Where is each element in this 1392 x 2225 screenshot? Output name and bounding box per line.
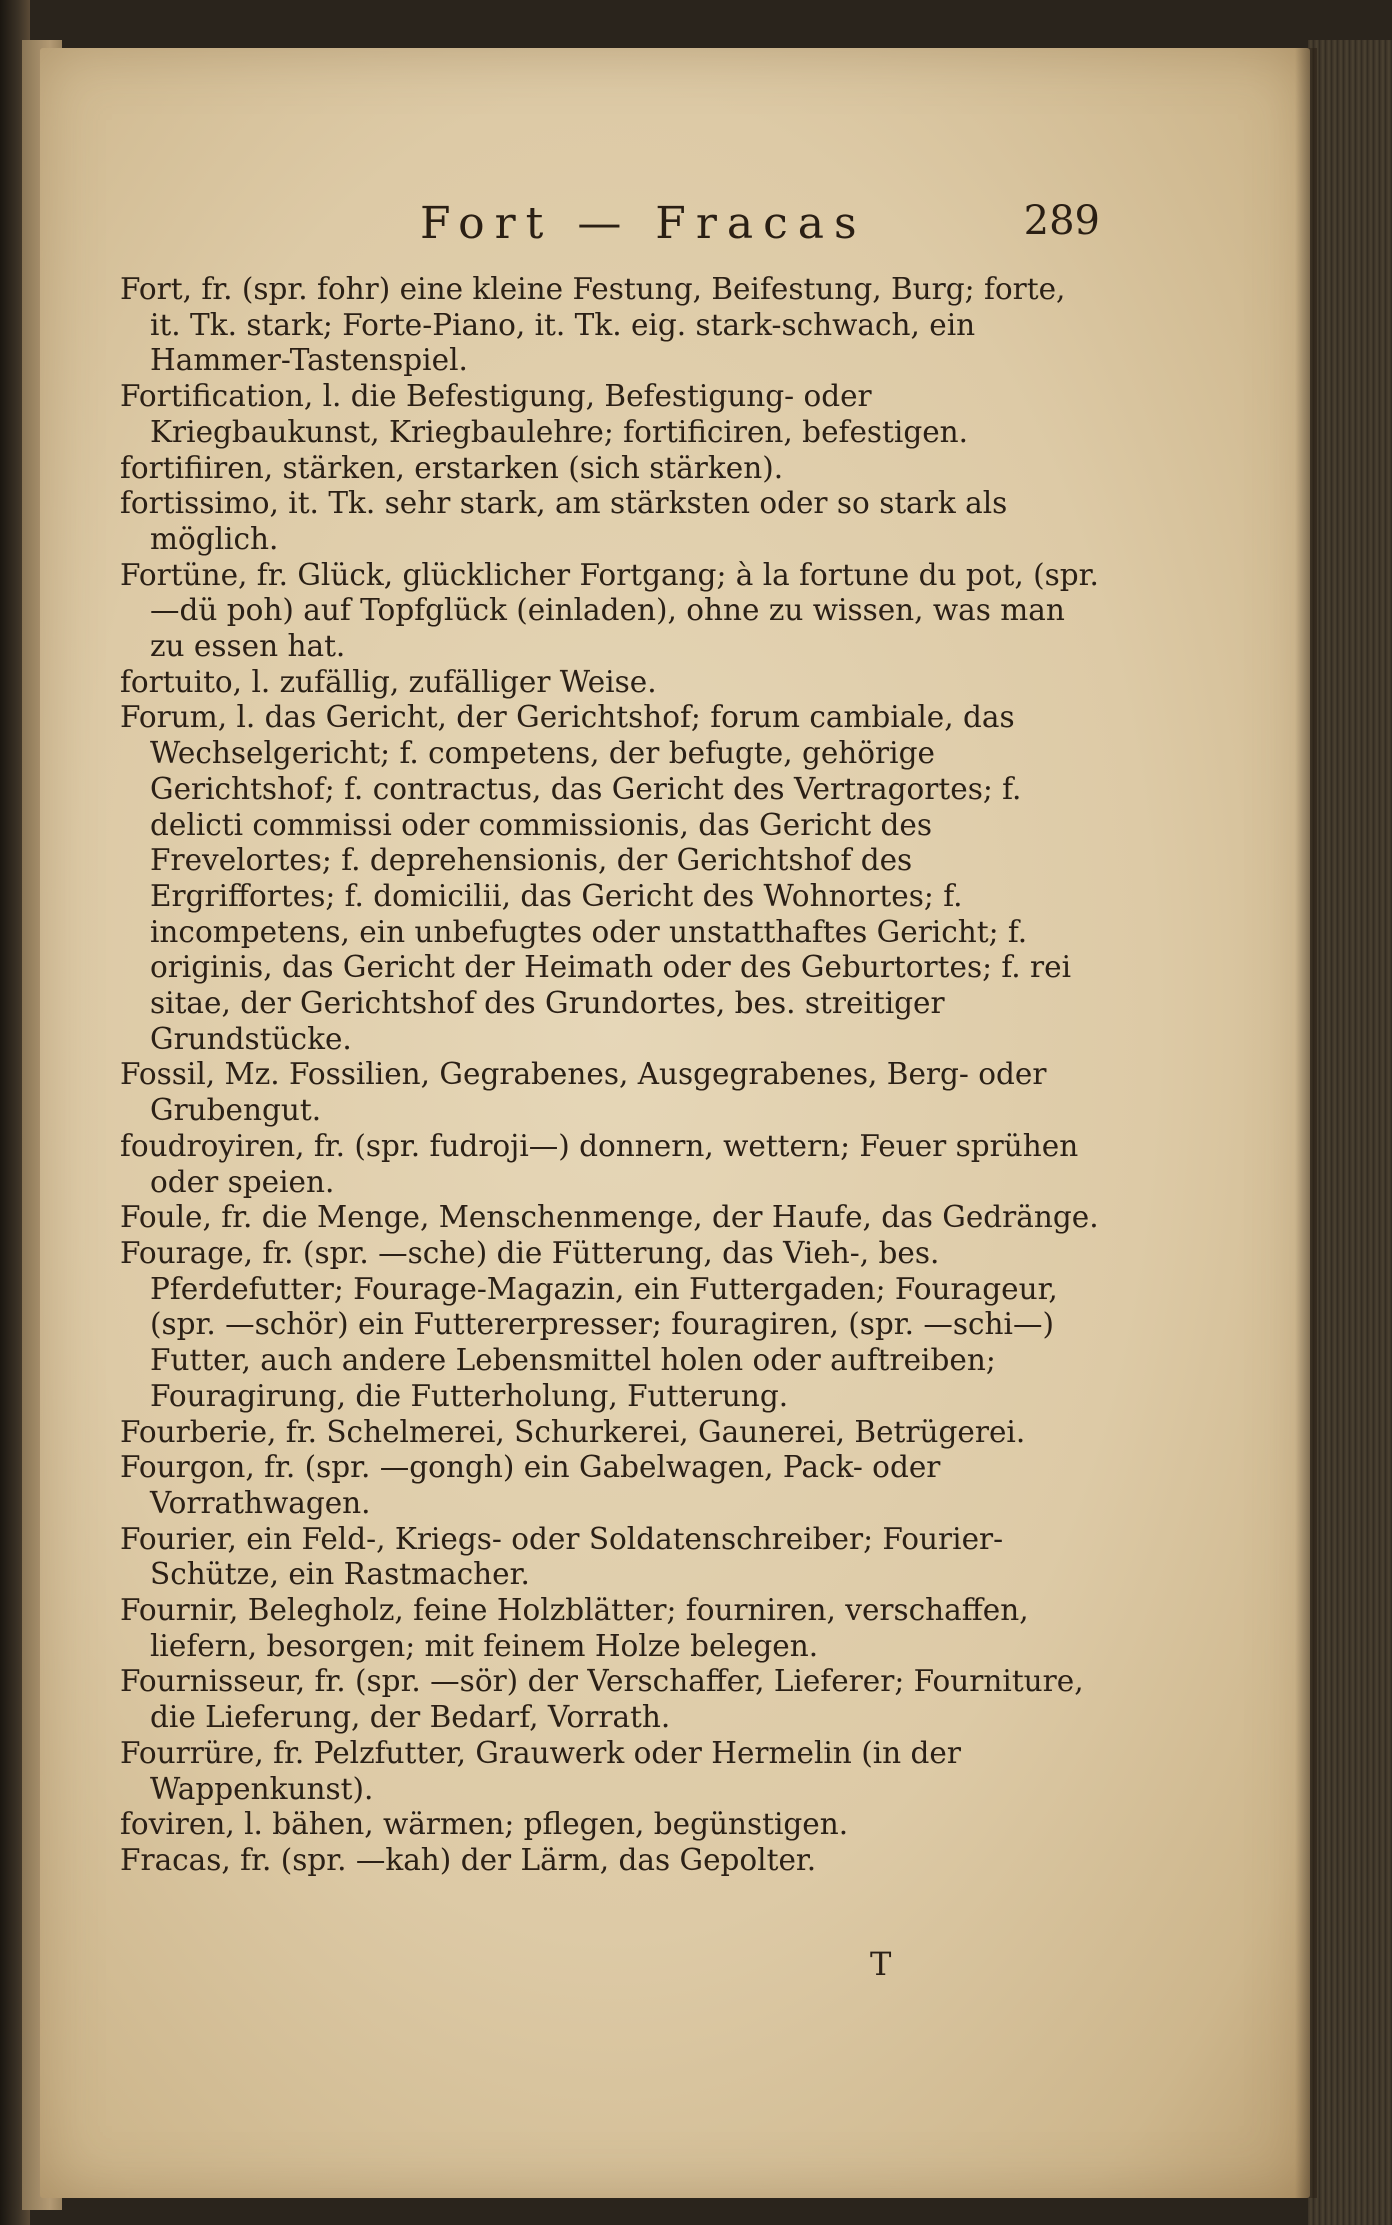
running-head: Fort — Fracas	[420, 198, 867, 249]
dictionary-entry: Fourrüre, fr. Pelzfutter, Grauwerk oder Hermelin (in der Wappenkunst).	[120, 1735, 961, 1806]
dictionary-entry: Forum, l. das Gericht, der Gerichtshof; forum cambiale, das Wechselgericht; f. competens, der befugte, gehörige Gerichtshof; f. contractus, das Gericht des Vertragortes; f. delicti commissi oder commissionis, das Gericht des Frevelortes; f. deprehensionis, der Gerichtshof des Ergriffortes; f. domicilii, das Gericht des Wohnortes; f. incompetens, ein unbefugtes oder unstatthaftes Gericht; f. originis, das Gericht der Heimath oder des Geburtortes; f. rei sitae, der Gerichtshof des Grundortes, bes. streitiger Grundstücke.	[120, 700, 1072, 1056]
dictionary-entry: Fournir, Belegholz, feine Holzblätter; fourniren, verschaffen, liefern, besorgen; mit feinem Holze belegen.	[120, 1593, 1029, 1663]
dictionary-entry: Fournisseur, fr. (spr. —sör) der Verschaffer, Lieferer; Fourniture, die Lieferung, der Bedarf, Vorrath.	[120, 1664, 1084, 1735]
dictionary-entry: Fortification, l. die Befestigung, Befestigung- oder Kriegbaukunst, Kriegbaulehre; fortificiren, befestigen.	[120, 379, 969, 449]
dictionary-entry: Fourier, ein Feld-, Kriegs- oder Soldatenschreiber; Fourier-Schütze, ein Rastmacher.	[120, 1521, 1004, 1592]
dictionary-entry: Fortüne, fr. Glück, glücklicher Fortgang; à la fortune du pot, (spr. —dü poh) auf Topfglück (einladen), ohne zu wissen, was man zu essen hat.	[120, 557, 1099, 664]
dictionary-entry: fortissimo, it. Tk. sehr stark, am stärksten oder so stark als möglich.	[120, 486, 1008, 556]
page-stack-edge	[1308, 40, 1392, 2225]
dictionary-entry: fortuito, l. zufällig, zufälliger Weise.	[120, 664, 657, 699]
catchword: T	[870, 1945, 892, 1983]
dictionary-entry: Fourage, fr. (spr. —sche) die Fütterung, das Vieh-, bes. Pferdefutter; Fourage-Magazin, ein Futtergaden; Fourageur, (spr. —schör) ein Futtererpresser; fouragiren, (spr. —schi—) Futter, auch andere Lebensmittel holen oder auftreiben; Fouragirung, die Futterholung, Futterung.	[120, 1235, 1058, 1413]
gutter-shadow	[1295, 48, 1317, 2198]
page-number: 289	[1023, 198, 1100, 244]
dictionary-entry: Fossil, Mz. Fossilien, Gegrabenes, Ausgegrabenes, Berg- oder Grubengut.	[120, 1057, 1047, 1128]
page-header	[120, 198, 1100, 258]
dictionary-entry: Foule, fr. die Menge, Menschenmenge, der Haufe, das Gedränge.	[120, 1200, 1099, 1235]
dictionary-entry: Fourgon, fr. (spr. —gongh) ein Gabelwagen, Pack- oder Vorrathwagen.	[120, 1450, 941, 1520]
dictionary-entry: Fracas, fr. (spr. —kah) der Lärm, das Gepolter.	[120, 1842, 817, 1877]
dictionary-text	[120, 272, 1100, 1879]
dictionary-entry: foudroyiren, fr. (spr. fudroji—) donnern, wettern; Feuer sprühen oder speien.	[120, 1128, 1079, 1199]
dictionary-entry: fortifiiren, stärken, erstarken (sich stärken).	[120, 450, 784, 485]
dictionary-entry: foviren, l. bähen, wärmen; pflegen, begünstigen.	[120, 1807, 849, 1842]
dictionary-entry: Fort, fr. (spr. fohr) eine kleine Festung, Beifestung, Burg; forte, it. Tk. stark; Forte-Piano, it. Tk. eig. stark-schwach, ein Hammer-Tastenspiel.	[120, 272, 1066, 378]
dictionary-entry: Fourberie, fr. Schelmerei, Schurkerei, Gaunerei, Betrügerei.	[120, 1414, 1026, 1449]
